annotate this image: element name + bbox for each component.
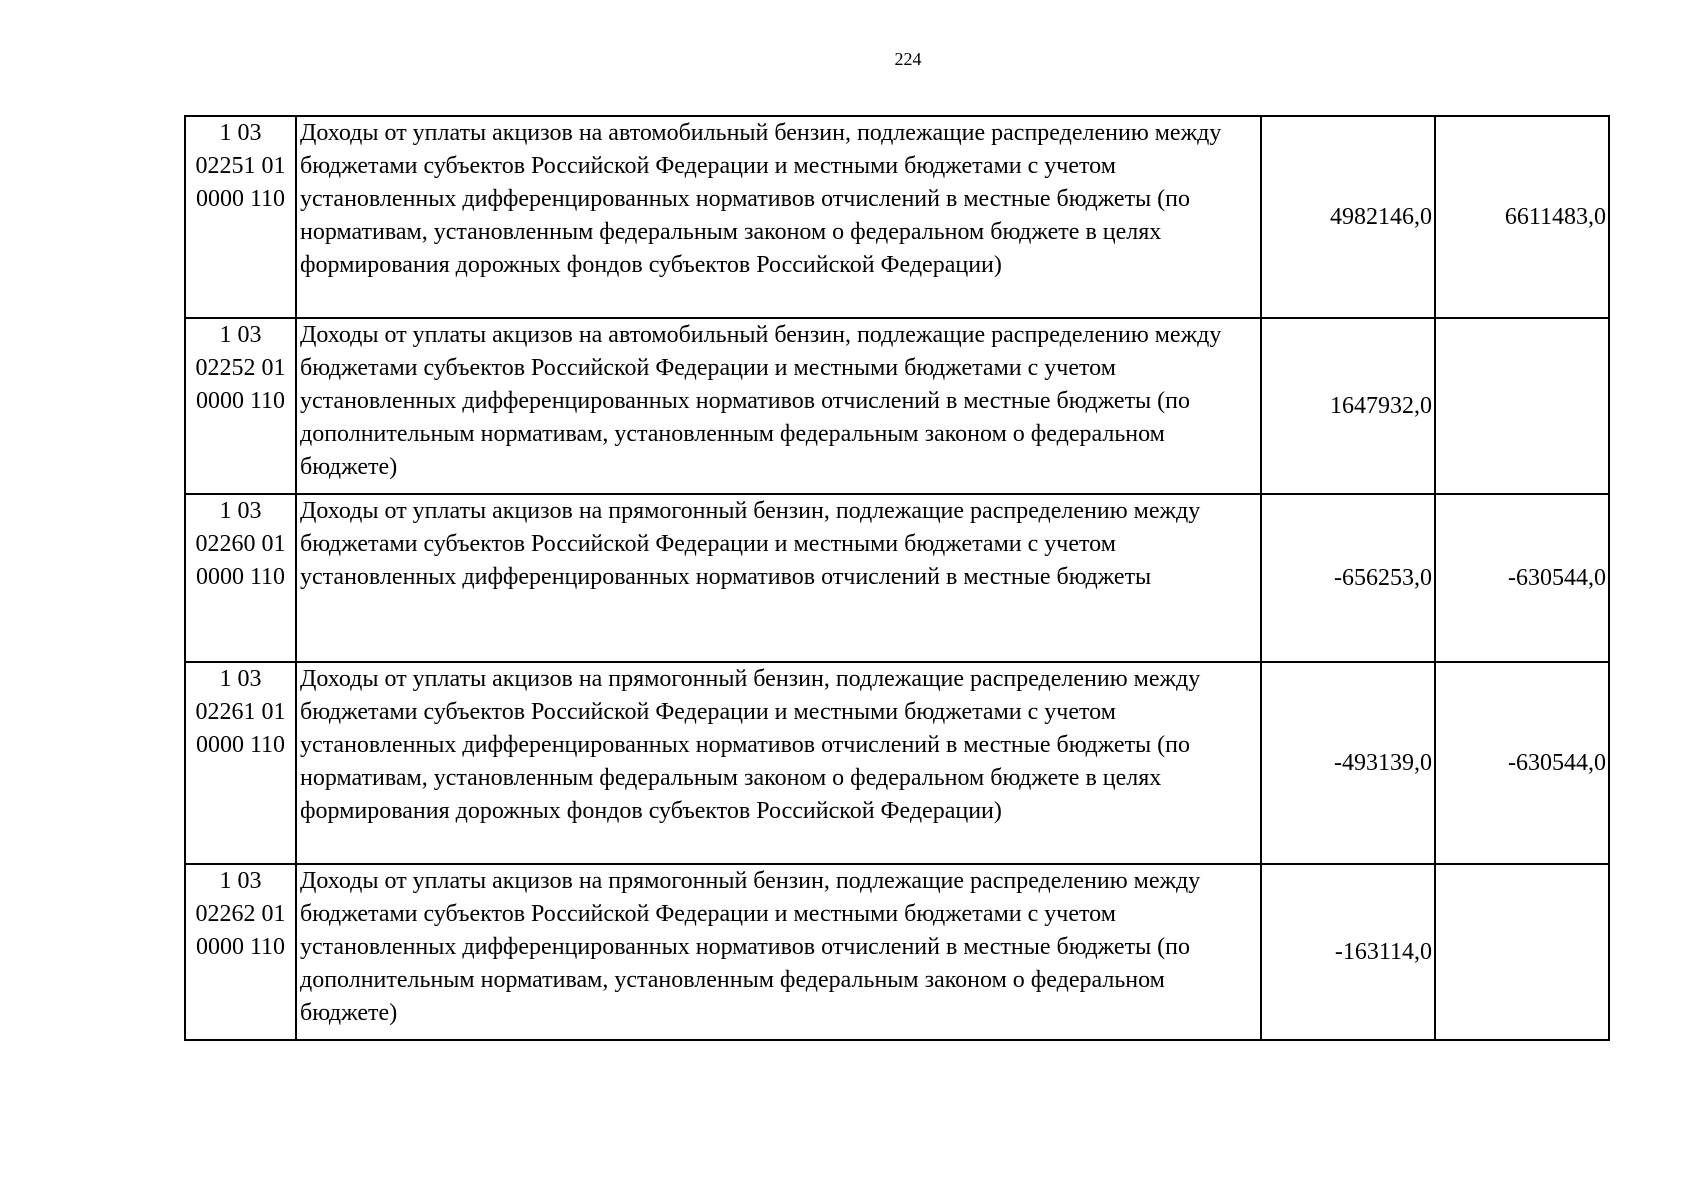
budget-code-cell: 1 03 02251 01 0000 110 bbox=[185, 116, 296, 318]
amount-year-2-cell: 6611483,0 bbox=[1435, 116, 1609, 318]
page-number: 224 bbox=[894, 49, 922, 69]
budget-code-cell: 1 03 02262 01 0000 110 bbox=[185, 864, 296, 1040]
amount-year-1-cell: 4982146,0 bbox=[1261, 116, 1435, 318]
table-row bbox=[185, 116, 1609, 318]
budget-code-cell: 1 03 02260 01 0000 110 bbox=[185, 494, 296, 662]
table-row bbox=[185, 494, 1609, 662]
amount-year-1-cell: -493139,0 bbox=[1261, 662, 1435, 864]
amount-year-2-cell bbox=[1435, 318, 1609, 494]
amount-year-1-cell: 1647932,0 bbox=[1261, 318, 1435, 494]
budget-code-cell: 1 03 02261 01 0000 110 bbox=[185, 662, 296, 864]
amount-year-1-cell: -656253,0 bbox=[1261, 494, 1435, 662]
revenue-table bbox=[184, 115, 1610, 1041]
amount-year-2-cell: -630544,0 bbox=[1435, 662, 1609, 864]
budget-code-cell: 1 03 02252 01 0000 110 bbox=[185, 318, 296, 494]
description-cell: Доходы от уплаты акцизов на автомобильный бензин, подлежащие распределению между бюджетами субъектов Российской Федерации и местными бюджетами с учетом установленных дифференцированных нормативов отчислений в местные бюджеты (по нормативам, установленным федеральным законом о федеральном бюджете в целях формирования дорожных фондов субъектов Российской Федерации) bbox=[296, 116, 1261, 318]
description-cell: Доходы от уплаты акцизов на прямогонный бензин, подлежащие распределению между бюджетами субъектов Российской Федерации и местными бюджетами с учетом установленных дифференцированных нормативов отчислений в местные бюджеты (по нормативам, установленным федеральным законом о федеральном бюджете в целях формирования дорожных фондов субъектов Российской Федерации) bbox=[296, 662, 1261, 864]
amount-year-1-cell: -163114,0 bbox=[1261, 864, 1435, 1040]
description-cell: Доходы от уплаты акцизов на прямогонный бензин, подлежащие распределению между бюджетами субъектов Российской Федерации и местными бюджетами с учетом установленных дифференцированных нормативов отчислений в местные бюджеты bbox=[296, 494, 1261, 662]
amount-year-2-cell bbox=[1435, 864, 1609, 1040]
amount-year-2-cell: -630544,0 bbox=[1435, 494, 1609, 662]
table-row bbox=[185, 662, 1609, 864]
table-row bbox=[185, 864, 1609, 1040]
description-cell: Доходы от уплаты акцизов на прямогонный бензин, подлежащие распределению между бюджетами субъектов Российской Федерации и местными бюджетами с учетом установленных дифференцированных нормативов отчислений в местные бюджеты (по дополнительным нормативам, установленным федеральным законом о федеральном бюджете) bbox=[296, 864, 1261, 1040]
description-cell: Доходы от уплаты акцизов на автомобильный бензин, подлежащие распределению между бюджетами субъектов Российской Федерации и местными бюджетами с учетом установленных дифференцированных нормативов отчислений в местные бюджеты (по дополнительным нормативам, установленным федеральным законом о федеральном бюджете) bbox=[296, 318, 1261, 494]
table-row bbox=[185, 318, 1609, 494]
